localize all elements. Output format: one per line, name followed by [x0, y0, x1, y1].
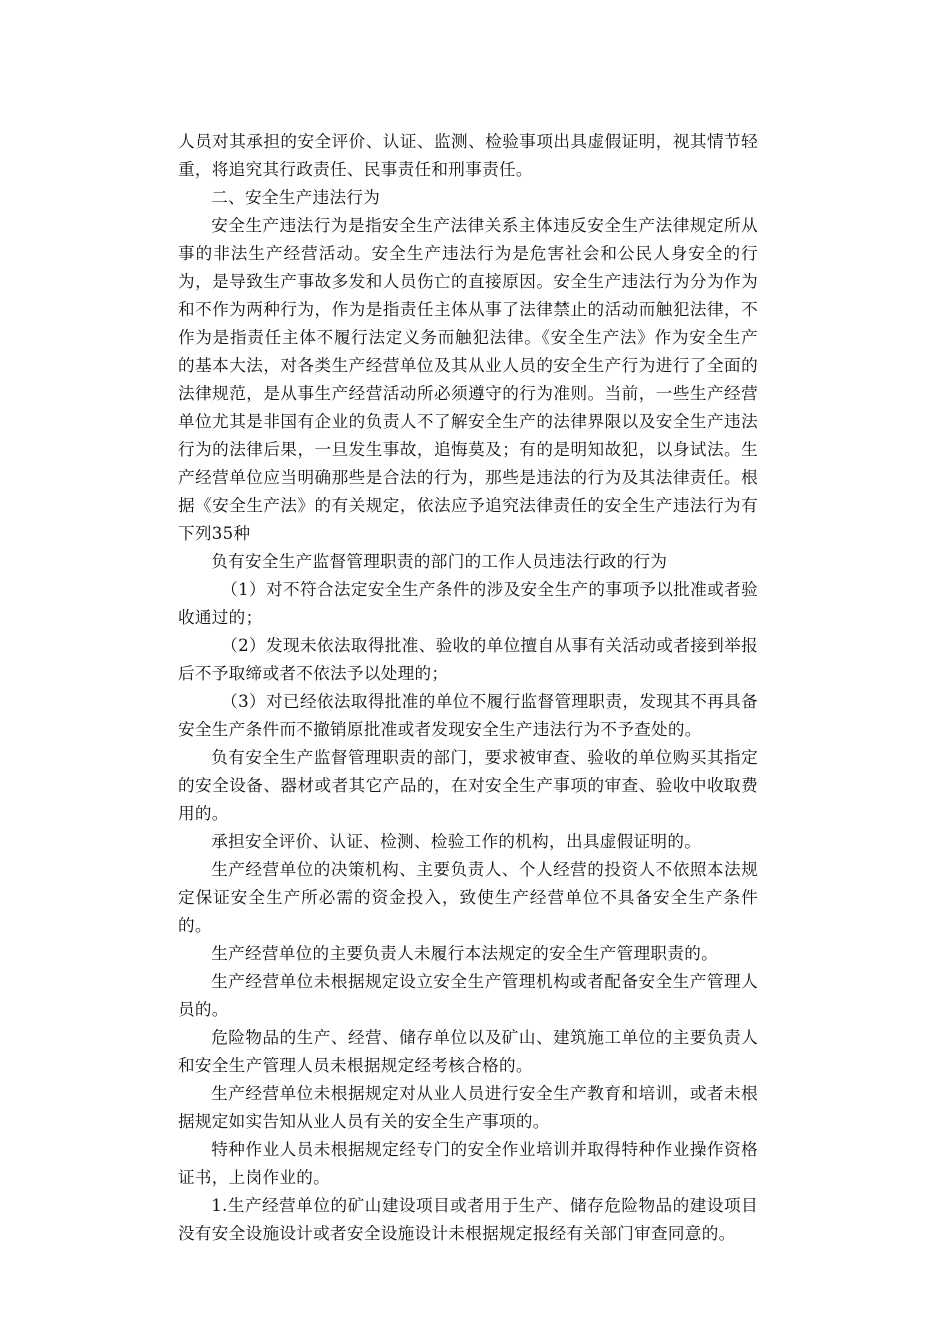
paragraph: 特种作业人员未根据规定经专门的安全作业培训并取得特种作业操作资格证书，上岗作业的。	[178, 1140, 758, 1187]
paragraph: 1.生产经营单位的矿山建设项目或者用于生产、储存危险物品的建设项目没有安全设施设计或者安全设施设计未根据规定报经有关部门审查同意的。	[178, 1196, 758, 1243]
list-item: （2）发现未依法取得批准、验收的单位擅自从事有关活动或者接到举报后不予取缔或者不依法予以处理的；	[178, 636, 758, 683]
list-item: （3）对已经依法取得批准的单位不履行监督管理职责，发现其不再具备安全生产条件而不撤销原批准或者发现安全生产违法行为不予查处的。	[178, 692, 758, 739]
paragraph: 负有安全生产监督管理职责的部门，要求被审查、验收的单位购买其指定的安全设备、器材或者其它产品的，在对安全生产事项的审查、验收中收取费用的。	[178, 748, 758, 823]
paragraph: 负有安全生产监督管理职责的部门的工作人员违法行政的行为	[211, 552, 668, 571]
paragraph: 承担安全评价、认证、检测、检验工作的机构，出具虚假证明的。	[211, 832, 702, 851]
paragraph: 安全生产违法行为是指安全生产法律关系主体违反安全生产法律规定所从事的非法生产经营活动。安全生产违法行为是危害社会和公民人身安全的行为，是导致生产事故多发和人员伤亡的直接原因。安全生产违法行为分为作为和不作为两种行为，作为是指责任主体从事了法律禁止的活动而触犯法律，不作为是指责任主体不履行法定义务而触犯法律。《安全生产法》作为安全生产的基本大法，对各类生产经营单位及其从业人员的安全生产行为进行了全面的法律规范，是从事生产经营活动所必须遵守的行为准则。当前，一些生产经营单位尤其是非国有企业的负责人不了解安全生产的法律界限以及安全生产违法行为的法律后果，一旦发生事故，追悔莫及；有的是明知故犯，以身试法。生产经营单位应当明确那些是合法的行为，那些是违法的行为及其法律责任。根据《安全生产法》的有关规定，依法应予追究法律责任的安全生产违法行为有下列35种	[178, 216, 758, 543]
paragraph: 生产经营单位的决策机构、主要负责人、个人经营的投资人不依照本法规定保证安全生产所必需的资金投入，致使生产经营单位不具备安全生产条件的。	[178, 860, 758, 935]
paragraph: 危险物品的生产、经营、储存单位以及矿山、建筑施工单位的主要负责人和安全生产管理人员未根据规定经考核合格的。	[178, 1028, 758, 1075]
document-body	[178, 128, 758, 1248]
paragraph: 生产经营单位未根据规定对从业人员进行安全生产教育和培训，或者未根据规定如实告知从业人员有关的安全生产事项的。	[178, 1084, 758, 1131]
list-item: （1）对不符合法定安全生产条件的涉及安全生产的事项予以批准或者验收通过的；	[178, 580, 758, 627]
paragraph: 生产经营单位的主要负责人未履行本法规定的安全生产管理职责的。	[211, 944, 718, 963]
paragraph: 生产经营单位未根据规定设立安全生产管理机构或者配备安全生产管理人员的。	[178, 972, 758, 1019]
section-heading: 二、安全生产违法行为	[211, 188, 381, 207]
paragraph-continued: 人员对其承担的安全评价、认证、监测、检验事项出具虚假证明，视其情节轻重，将追究其行政责任、民事责任和刑事责任。	[178, 132, 758, 179]
